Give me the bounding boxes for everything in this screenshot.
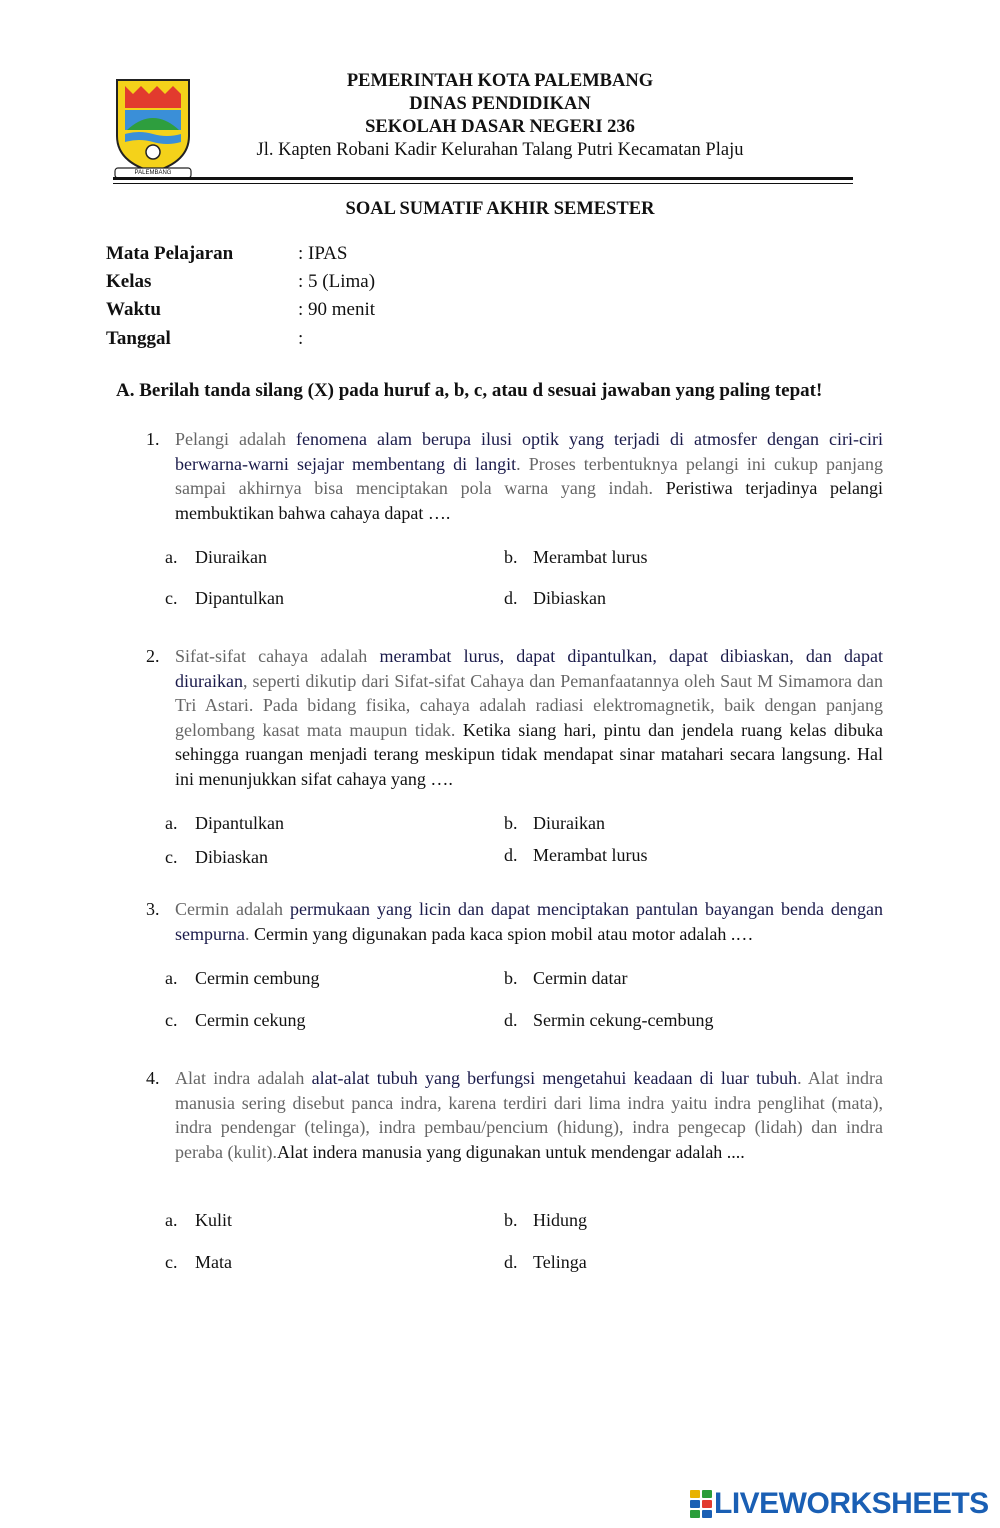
question-3-option-a[interactable]: Cermin cembung (195, 968, 320, 988)
question-4-option-b[interactable]: Hidung (533, 1210, 587, 1230)
section-a-instruction: A. Berilah tanda silang (X) pada huruf a, b, c, atau d sesuai jawaban yang paling tepat! (116, 380, 823, 401)
liveworksheets-wordmark: LIVEWORKSHEETS (714, 1487, 989, 1520)
header-address: Jl. Kapten Robani Kadir Kelurahan Talang Putri Kecamatan Plaju (256, 140, 744, 160)
question-1-option-a-letter[interactable]: a. (165, 547, 178, 567)
liveworksheets-watermark (690, 1487, 989, 1521)
meta-label-class: Kelas (106, 271, 152, 292)
question-3-text (175, 897, 883, 946)
question-4-segment: . Alat indra manusia sering disebut panca indra, karena terdiri dari lima indra yaitu indra penglihat (mata), indra pendengar (telinga), indra pembau/pencium (hidung), indra pengecap (lidah) dan indra peraba (kulit). (175, 1068, 884, 1162)
question-1-option-b[interactable]: Merambat lurus (533, 547, 648, 567)
question-1-option-a[interactable]: Diuraikan (195, 547, 267, 567)
question-2-segment: , seperti dikutip dari Sifat-sifat Cahaya dan Pemanfaatannya oleh Saut M Simamora dan Tri Astari. Pada bidang fisika, cahaya adalah radiasi elektromagnetik, baik dengan panjang gelombang kasat mata maupun tidak. (175, 670, 883, 740)
question-3-number: 3. (146, 899, 160, 919)
question-1-segment: Pelangi adalah (175, 429, 296, 449)
question-1-option-d-letter[interactable]: d. (504, 588, 518, 608)
question-4-number: 4. (146, 1068, 160, 1088)
question-3-option-c-letter[interactable]: c. (165, 1010, 178, 1030)
header-department: DINAS PENDIDIKAN (409, 94, 591, 114)
question-2-number: 2. (146, 646, 160, 666)
question-4-option-d[interactable]: Telinga (533, 1252, 587, 1272)
question-4-text (175, 1066, 883, 1164)
question-1-segment: . Proses terbentuknya pelangi ini cukup panjang sampai akhirnya bisa menciptakan pola warna yang indah. (175, 453, 883, 498)
question-3-segment: Cermin yang digunakan pada kaca spion mobil atau motor adalah .… (253, 923, 754, 944)
question-4-option-a-letter[interactable]: a. (165, 1210, 178, 1230)
question-2-option-b[interactable]: Diuraikan (533, 813, 605, 833)
meta-label-subject: Mata Pelajaran (106, 243, 234, 264)
question-1-segment: fenomena alam berupa ilusi optik yang terjadi di atmosfer dengan ciri-ciri berwarna-warni sejajar membentang di langit (175, 429, 883, 474)
question-4-option-c[interactable]: Mata (195, 1252, 232, 1272)
question-1-option-b-letter[interactable]: b. (504, 547, 518, 567)
question-3-option-a-letter[interactable]: a. (165, 968, 178, 988)
meta-value-subject: : IPAS (298, 243, 348, 264)
question-2-option-c-letter[interactable]: c. (165, 847, 178, 867)
question-2-option-d[interactable]: Merambat lurus (533, 845, 648, 865)
question-3-option-d[interactable]: Sermin cekung-cembung (533, 1010, 714, 1030)
question-1-option-c[interactable]: Dipantulkan (195, 588, 284, 608)
question-3-segment: . (244, 923, 254, 944)
header-school: SEKOLAH DASAR NEGERI 236 (365, 117, 635, 137)
question-4-segment: Alat indera manusia yang digunakan untuk mendengar adalah .... (276, 1141, 745, 1162)
question-4-segment: Alat indra adalah (175, 1068, 312, 1088)
meta-value-date: : (298, 328, 304, 349)
header-government: PEMERINTAH KOTA PALEMBANG (346, 71, 654, 91)
question-1-number: 1. (146, 429, 160, 449)
emblem-text: PALEMBANG (134, 170, 172, 176)
question-4-segment: alat-alat tubuh yang berfungsi mengetahui keadaan di luar tubuh (311, 1068, 798, 1088)
question-4-option-d-letter[interactable]: d. (504, 1252, 518, 1272)
question-2-option-d-letter[interactable]: d. (504, 845, 518, 865)
question-1-text (175, 427, 883, 525)
question-4-option-b-letter[interactable]: b. (504, 1210, 518, 1230)
exam-title: SOAL SUMATIF AKHIR SEMESTER (345, 199, 655, 219)
question-3-option-b-letter[interactable]: b. (504, 968, 518, 988)
question-4-option-c-letter[interactable]: c. (165, 1252, 178, 1272)
question-1-segment: Peristiwa terjadinya pelangi membuktikan bahwa cahaya dapat …. (175, 478, 883, 523)
question-3-segment: Cermin adalah (175, 899, 291, 919)
meta-label-date: Tanggal (106, 328, 171, 349)
liveworksheets-icon (690, 1490, 712, 1518)
question-2-segment: Sifat-sifat cahaya adalah (175, 646, 380, 666)
question-2-segment: merambat lurus, dapat dipantulkan, dapat dibiaskan, dan dapat diuraikan (175, 646, 884, 691)
question-2-option-a-letter[interactable]: a. (165, 813, 178, 833)
question-2-text (175, 644, 883, 791)
question-1-option-d[interactable]: Dibiaskan (533, 588, 606, 608)
meta-value-class: : 5 (Lima) (298, 271, 376, 292)
header-rule-thin (113, 183, 853, 184)
question-3-option-c[interactable]: Cermin cekung (195, 1010, 306, 1030)
header-rule-thick (113, 177, 853, 180)
question-2-option-b-letter[interactable]: b. (504, 813, 518, 833)
meta-label-time: Waktu (106, 299, 161, 320)
question-2-segment: Ketika siang hari, pintu dan jendela ruang kelas dibuka sehingga ruangan menjadi terang meskipun tidak mendapat sinar matahari secara langsung. Hal ini menunjukkan sifat cahaya yang …. (175, 719, 883, 789)
question-1-option-c-letter[interactable]: c. (165, 588, 178, 608)
question-3-option-d-letter[interactable]: d. (504, 1010, 518, 1030)
question-3-segment: permukaan yang licin dan dapat menciptakan pantulan bayangan benda dengan sempurna (175, 899, 883, 944)
question-3-option-b[interactable]: Cermin datar (533, 968, 628, 988)
question-2-option-a[interactable]: Dipantulkan (195, 813, 284, 833)
question-2-option-c[interactable]: Dibiaskan (195, 847, 268, 867)
meta-value-time: : 90 menit (298, 299, 376, 320)
question-4-option-a[interactable]: Kulit (195, 1210, 233, 1230)
